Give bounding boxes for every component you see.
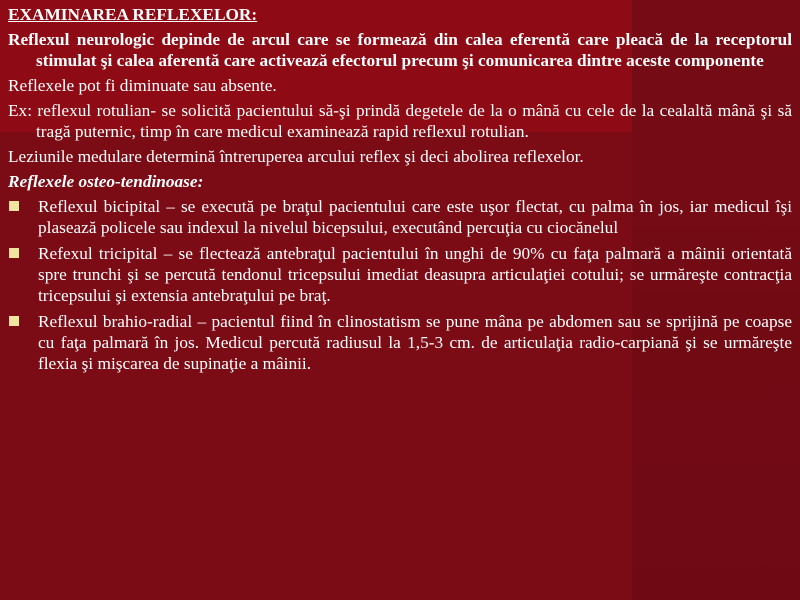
list-item-text: Refexul tricipital – se flectează antebraţul pacientului în unghi de 90% cu faţa palmară a mâinii orientată spre trunchi şi se percută tendonul tricepsului imediat deasupra articulaţiei cotului; se urmăreşte contracţia tricepsului şi extensia antebraţului pe braţ. <box>38 244 792 305</box>
slide-content <box>8 4 792 379</box>
slide-title: EXAMINAREA REFLEXELOR: <box>8 5 258 24</box>
intro-paragraph: Reflexul neurologic depinde de arcul care se formează din calea eferentă care pleacă de la receptorul stimulat şi calea aferentă care activează efectorul precum şi comunicarea dintre aceste componente <box>8 30 792 70</box>
square-bullet-icon <box>9 248 19 258</box>
list-item-text: Reflexul brahio-radial – pacientul fiind în clinostatism se pune mâna pe abdomen sau se sprijină pe coapse cu faţa palmară în jos. Medicul percută radiusul la 1,5-3 cm. de articulaţia radio-carpiană şi se urmăreşte flexia şi mişcarea de supinaţie a mâinii. <box>38 312 792 373</box>
square-bullet-icon <box>9 316 19 326</box>
diminished-paragraph: Reflexele pot fi diminuate sau absente. <box>8 76 277 95</box>
lesions-paragraph: Leziunile medulare determină întreruperea arcului reflex şi deci abolirea reflexelor. <box>8 147 584 166</box>
subheading: Reflexele osteo-tendinoase: <box>8 172 204 191</box>
list-item <box>8 311 792 374</box>
square-bullet-icon <box>9 201 19 211</box>
example-paragraph: Ex: reflexul rotulian- se solicită pacientului să-şi prindă degetele de la o mână cu cele de la cealaltă mână şi să tragă puternic, timp în care medicul examinează rapid reflexul rotulian. <box>8 101 792 141</box>
list-item <box>8 243 792 306</box>
list-item-text: Reflexul bicipital – se execută pe braţul pacientului care este uşor flectat, cu palma în jos, iar medicul îşi plasează policele sau indexul la nivelul bicepsului, executând percuţia cu ciocănelul <box>38 197 792 237</box>
reflex-list <box>8 196 792 374</box>
list-item <box>8 196 792 238</box>
